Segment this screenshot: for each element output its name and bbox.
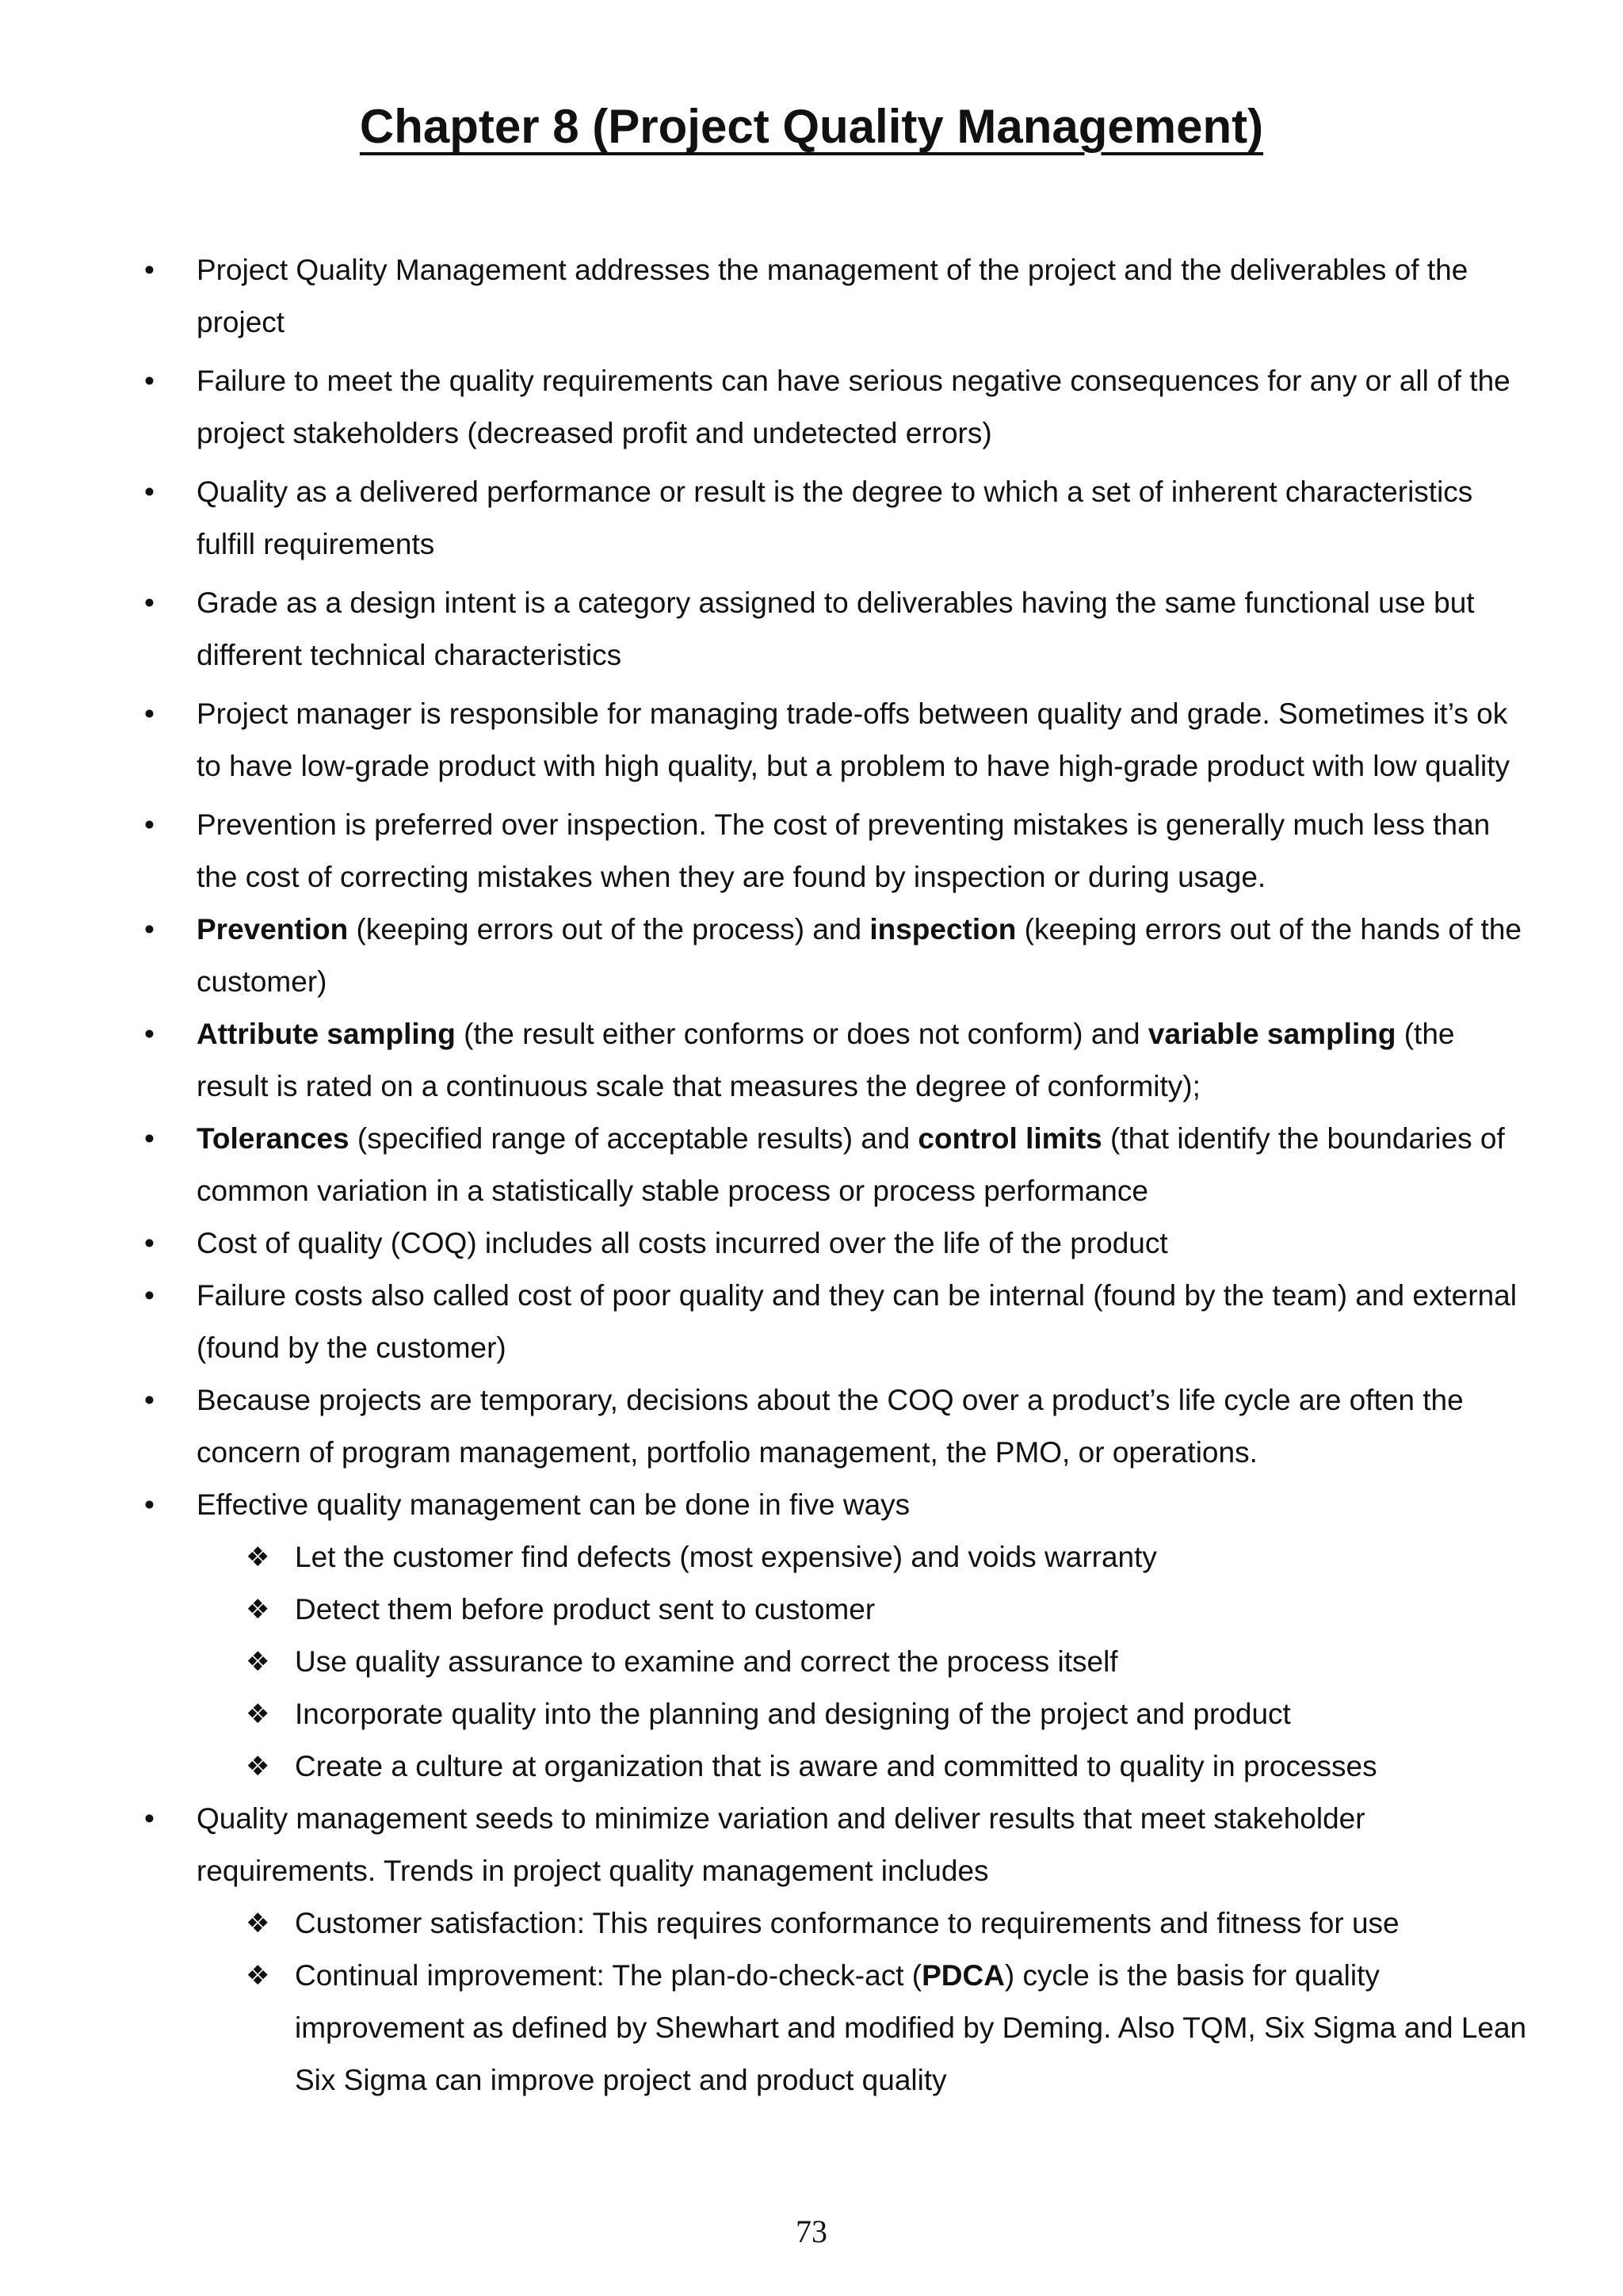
sub-list-item-text: Create a culture at organization that is aware and committed to quality in processes: [295, 1750, 1377, 1782]
sub-list-item: [0, 1531, 1531, 1584]
list-item: [0, 1217, 1528, 1270]
list-item-text: Tolerances (specified range of acceptable results) and control limits (that identify the boundaries of common variation in a statistically stable process or process performance: [197, 1122, 1505, 1207]
diamond-bullet-icon: ❖: [246, 1699, 270, 1729]
list-item: [0, 1270, 1528, 1374]
list-item: [0, 1793, 1528, 1897]
bullet-icon: •: [144, 1122, 155, 1155]
term-attribute-sampling: Attribute sampling: [197, 1018, 456, 1050]
list-item-text: Failure costs also called cost of poor quality and they can be internal (found by the team) and external (found by the customer): [197, 1279, 1517, 1364]
bullet-icon: •: [144, 476, 155, 508]
term-tolerances: Tolerances: [197, 1122, 349, 1155]
list-item: [0, 355, 1528, 460]
bullet-icon: •: [144, 1488, 155, 1521]
sub-list-item: [0, 1688, 1531, 1740]
bullet-icon: •: [144, 697, 155, 730]
list-item-text: Project Quality Management addresses the management of the project and the deliverables of the project: [197, 254, 1468, 338]
list-item-text: Project manager is responsible for managing trade-offs between quality and grade. Sometimes it’s ok to have low-grade product with high quality, but a problem to have high-grade product with low quality: [197, 697, 1510, 782]
list-item: [0, 1008, 1528, 1113]
list-item-text: Cost of quality (COQ) includes all costs incurred over the life of the product: [197, 1227, 1168, 1259]
diamond-bullet-icon: ❖: [246, 1961, 270, 1991]
diamond-bullet-icon: ❖: [246, 1647, 270, 1677]
diamond-bullet-icon: ❖: [246, 1542, 270, 1572]
list-item: [0, 1479, 1528, 1531]
sub-list-item: [0, 1897, 1531, 1950]
sub-list-item-text: Use quality assurance to examine and correct the process itself: [295, 1645, 1118, 1678]
list-item-text: Because projects are temporary, decisions about the COQ over a product’s life cycle are often the concern of program management, portfolio management, the PMO, or operations.: [197, 1384, 1464, 1469]
list-item-text: Prevention is preferred over inspection. The cost of preventing mistakes is generally much less than the cost of correcting mistakes when they are found by inspection or during usage.: [197, 808, 1491, 893]
list-item: [0, 904, 1528, 1008]
page-number: 73: [796, 2214, 827, 2249]
diamond-bullet-icon: ❖: [246, 1908, 270, 1939]
term-control-limits: control limits: [918, 1122, 1102, 1155]
list-item: [0, 466, 1528, 571]
list-item: [0, 688, 1528, 793]
page-title: Chapter 8 (Project Quality Management): [359, 100, 1264, 153]
diamond-bullet-icon: ❖: [246, 1752, 270, 1782]
sub-list-item-text: Detect them before product sent to customer: [295, 1593, 876, 1626]
list-item-text: Prevention (keeping errors out of the process) and inspection (keeping errors out of the hands of the customer): [197, 913, 1522, 998]
bullet-icon: •: [144, 365, 155, 397]
list-item-text: Effective quality management can be done in five ways: [197, 1488, 911, 1521]
sub-list-item-text: Customer satisfaction: This requires conformance to requirements and fitness for use: [295, 1907, 1400, 1939]
sub-list-item-text: Let the customer find defects (most expensive) and voids warranty: [295, 1541, 1157, 1573]
list-item: [0, 799, 1528, 904]
term-pdca: PDCA: [922, 1959, 1005, 1992]
list-item-text: Quality management seeds to minimize variation and deliver results that meet stakeholder requirements. Trends in project quality management includes: [197, 1802, 1365, 1887]
term-prevention: Prevention: [197, 913, 349, 946]
sub-list-item: [0, 1636, 1531, 1688]
sub-list-item-text: Continual improvement: The plan-do-check-act (PDCA) cycle is the basis for quality improvement as defined by Shewhart and modified by Deming. Also TQM, Six Sigma and Lean Six Sigma can improve project and product quality: [295, 1959, 1527, 2096]
bullet-icon: •: [144, 1279, 155, 1312]
list-item-text: Failure to meet the quality requirements can have serious negative consequences for any or all of the project stakeholders (decreased profit and undetected errors): [197, 365, 1510, 449]
bullet-list: [0, 244, 1623, 2107]
bullet-icon: •: [144, 1802, 155, 1835]
bullet-icon: •: [144, 586, 155, 619]
diamond-bullet-icon: ❖: [246, 1595, 270, 1625]
bullet-icon: •: [144, 808, 155, 841]
sub-list-item-text: Incorporate quality into the planning and designing of the project and product: [295, 1698, 1291, 1730]
list-item-text: Quality as a delivered performance or result is the degree to which a set of inherent characteristics fulfill requirements: [197, 476, 1473, 560]
term-inspection: inspection: [869, 913, 1017, 946]
list-item-text: Attribute sampling (the result either conforms or does not conform) and variable sampling (the result is rated on a continuous scale that measures the degree of conformity);: [197, 1018, 1455, 1102]
sub-list-item: [0, 1584, 1531, 1636]
sub-list-item: [0, 1950, 1531, 2107]
sub-list-item: [0, 1740, 1531, 1793]
list-item-text: Grade as a design intent is a category assigned to deliverables having the same functional use but different technical characteristics: [197, 586, 1475, 671]
bullet-icon: •: [144, 1227, 155, 1259]
bullet-icon: •: [144, 1384, 155, 1416]
list-item: [0, 577, 1528, 682]
bullet-icon: •: [144, 913, 155, 946]
term-variable-sampling: variable sampling: [1148, 1018, 1396, 1050]
list-item: [0, 1374, 1528, 1479]
bullet-icon: •: [144, 1018, 155, 1050]
bullet-icon: •: [144, 254, 155, 286]
list-item: [0, 1113, 1528, 1217]
list-item: [0, 244, 1528, 349]
